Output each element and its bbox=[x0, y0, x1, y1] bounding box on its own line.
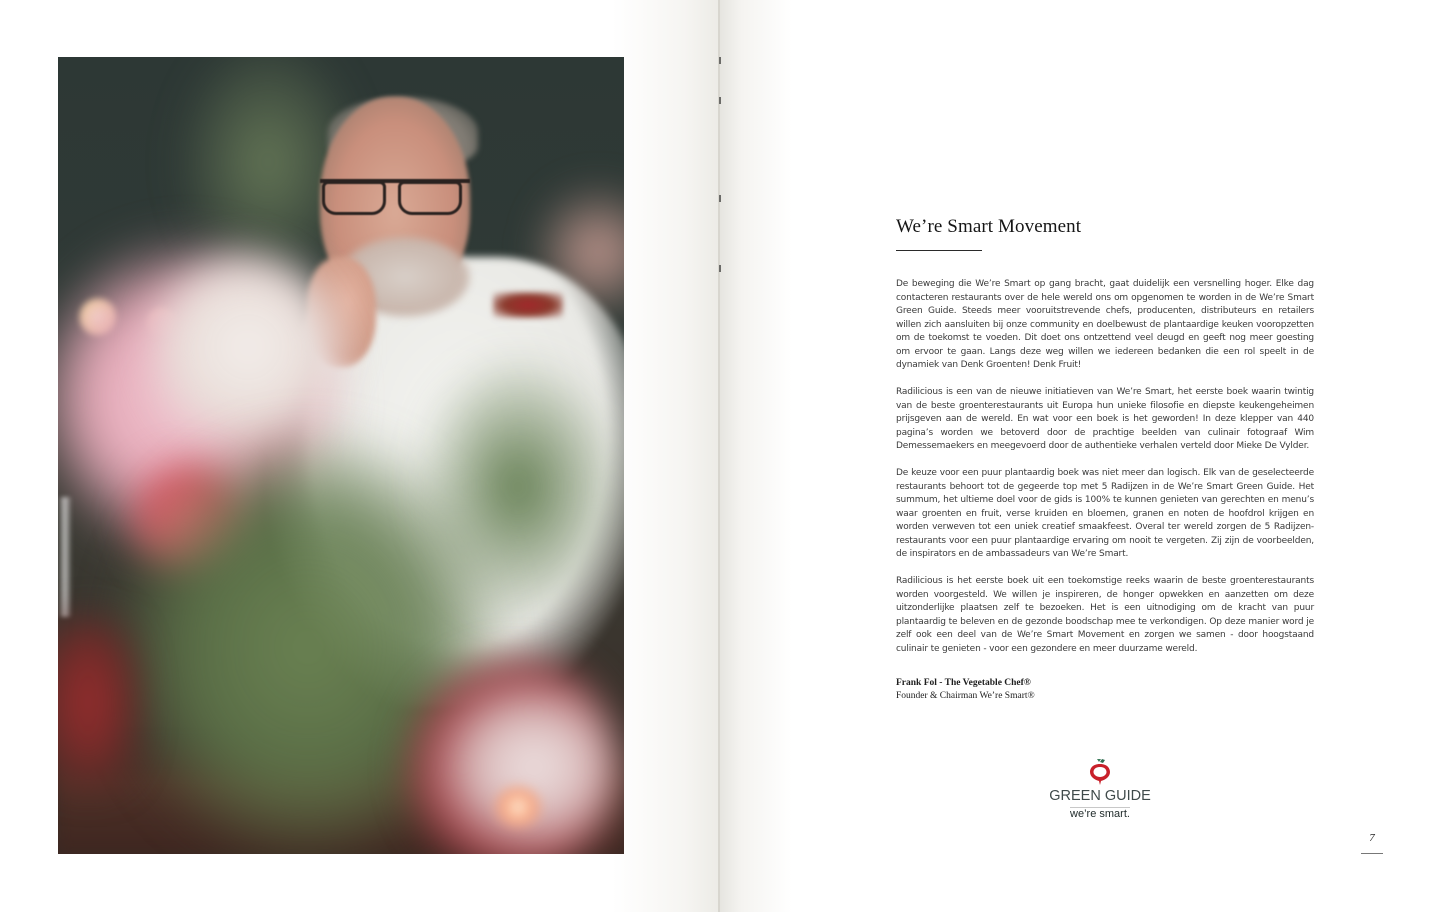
page-number-underline bbox=[1361, 853, 1383, 854]
binding-stitch bbox=[719, 265, 721, 272]
chef-portrait-photo bbox=[58, 57, 624, 854]
signature-block bbox=[896, 677, 1314, 702]
chef-glasses bbox=[320, 179, 470, 217]
article-paragraph: Radilicious is het eerste boek uit een toekomstige reeks waarin de beste groenterestaurants worden voorgesteld. We willen je inspireren, de honger opwekken en aanzetten om deze uitzonderlijke plaatsen zelf te bezoeken. Het is een uitnodiging om de kracht van puur plantaardig te beleven en de gezonde boodschap mee te verkondigen. Op deze manier word je zelf ook een deel van de We’re Smart Movement en zorgen we samen - door hoogstaand culinair te genieten - voor een gezondere en meer duurzame wereld. bbox=[896, 576, 1314, 654]
article bbox=[896, 215, 1314, 702]
jacket-radish-embroidery bbox=[493, 292, 563, 318]
photo-wine-glass bbox=[58, 497, 72, 617]
photo-blur-red-jar bbox=[58, 617, 138, 787]
binding-stitch bbox=[719, 97, 721, 104]
binding-stitch bbox=[719, 57, 721, 64]
logo-wordmark: GREEN GUIDE bbox=[1049, 788, 1151, 804]
photo-blur-leaves-right bbox=[418, 357, 618, 617]
green-guide-logo bbox=[1040, 758, 1160, 828]
article-paragraph: De keuze voor een puur plantaardig boek was niet meer dan logisch. Elk van de geselecteerde restaurants behoort tot de gegeerde top met 5 Radijzen in de We’re Smart Green Guide. Het summum, het ultieme doel voor de gids is 100% te kunnen genieten van gerechten en menu’s waar groenten en fruit, verse kruiden en bloemen, granen en noten de hoofdrol krijgen en worden verweven tot een uniek creatief smaakfeest. Overal ter wereld zorgen de 5 Radijzen-restaurants voor een puur plantaardige ervaring om nooit te vergeten. Zij zijn de voorbeelden, de inspirators en de ambassadeurs van We’re Smart. bbox=[896, 468, 1314, 559]
signature-role: Founder & Chairman We’re Smart® bbox=[896, 690, 1035, 701]
photo-blur-white-flowers bbox=[148, 247, 348, 447]
signature-name: Frank Fol - The Vegetable Chef® bbox=[896, 678, 1031, 688]
radish-icon bbox=[1087, 758, 1113, 786]
article-paragraph: Radilicious is een van de nieuwe initiatieven van We’re Smart, het eerste boek waarin twintig van de beste groenterestaurants uit Europa hun unieke filosofie en diepste keukengeheimen prijsgeven aan de wereld. En wat voor een boek is het geworden! In deze klepper van 440 pagina’s worden we betoverd door de prachtige beelden van culinair fotograaf Wim Demessemaekers en meegevoerd door de authentieke verhalen verteld door Mieke De Vylder. bbox=[896, 387, 1314, 451]
page-number: 7 bbox=[1369, 832, 1375, 844]
article-title: We’re Smart Movement bbox=[896, 216, 1082, 237]
photo-candle-flame bbox=[493, 787, 543, 827]
article-paragraph: De beweging die We’re Smart op gang bracht, gaat duidelijk een versnelling hoger. Elke dag contacteren restaurants over de hele wereld ons om opgenomen te worden in de We’re Smart Green Guide. Steeds meer vooruitstrevende chefs, producenten, distributeurs en retailers willen zich aansluiten bij onze community en doelbewust de plantaardige keuken vooropzetten om de toekomst te voeden. Dit doet ons ontzettend veel deugd en geeft nog meer goesting om ervoor te gaan. Langs deze weg willen we iedereen bedanken die een rol speelt in de dynamiek van Denk Groenten! Denk Fruit! bbox=[896, 279, 1314, 370]
logo-tagline: we’re smart. bbox=[1070, 808, 1130, 820]
book-gutter bbox=[718, 0, 720, 912]
binding-stitch bbox=[719, 195, 721, 202]
title-underline bbox=[896, 250, 982, 251]
